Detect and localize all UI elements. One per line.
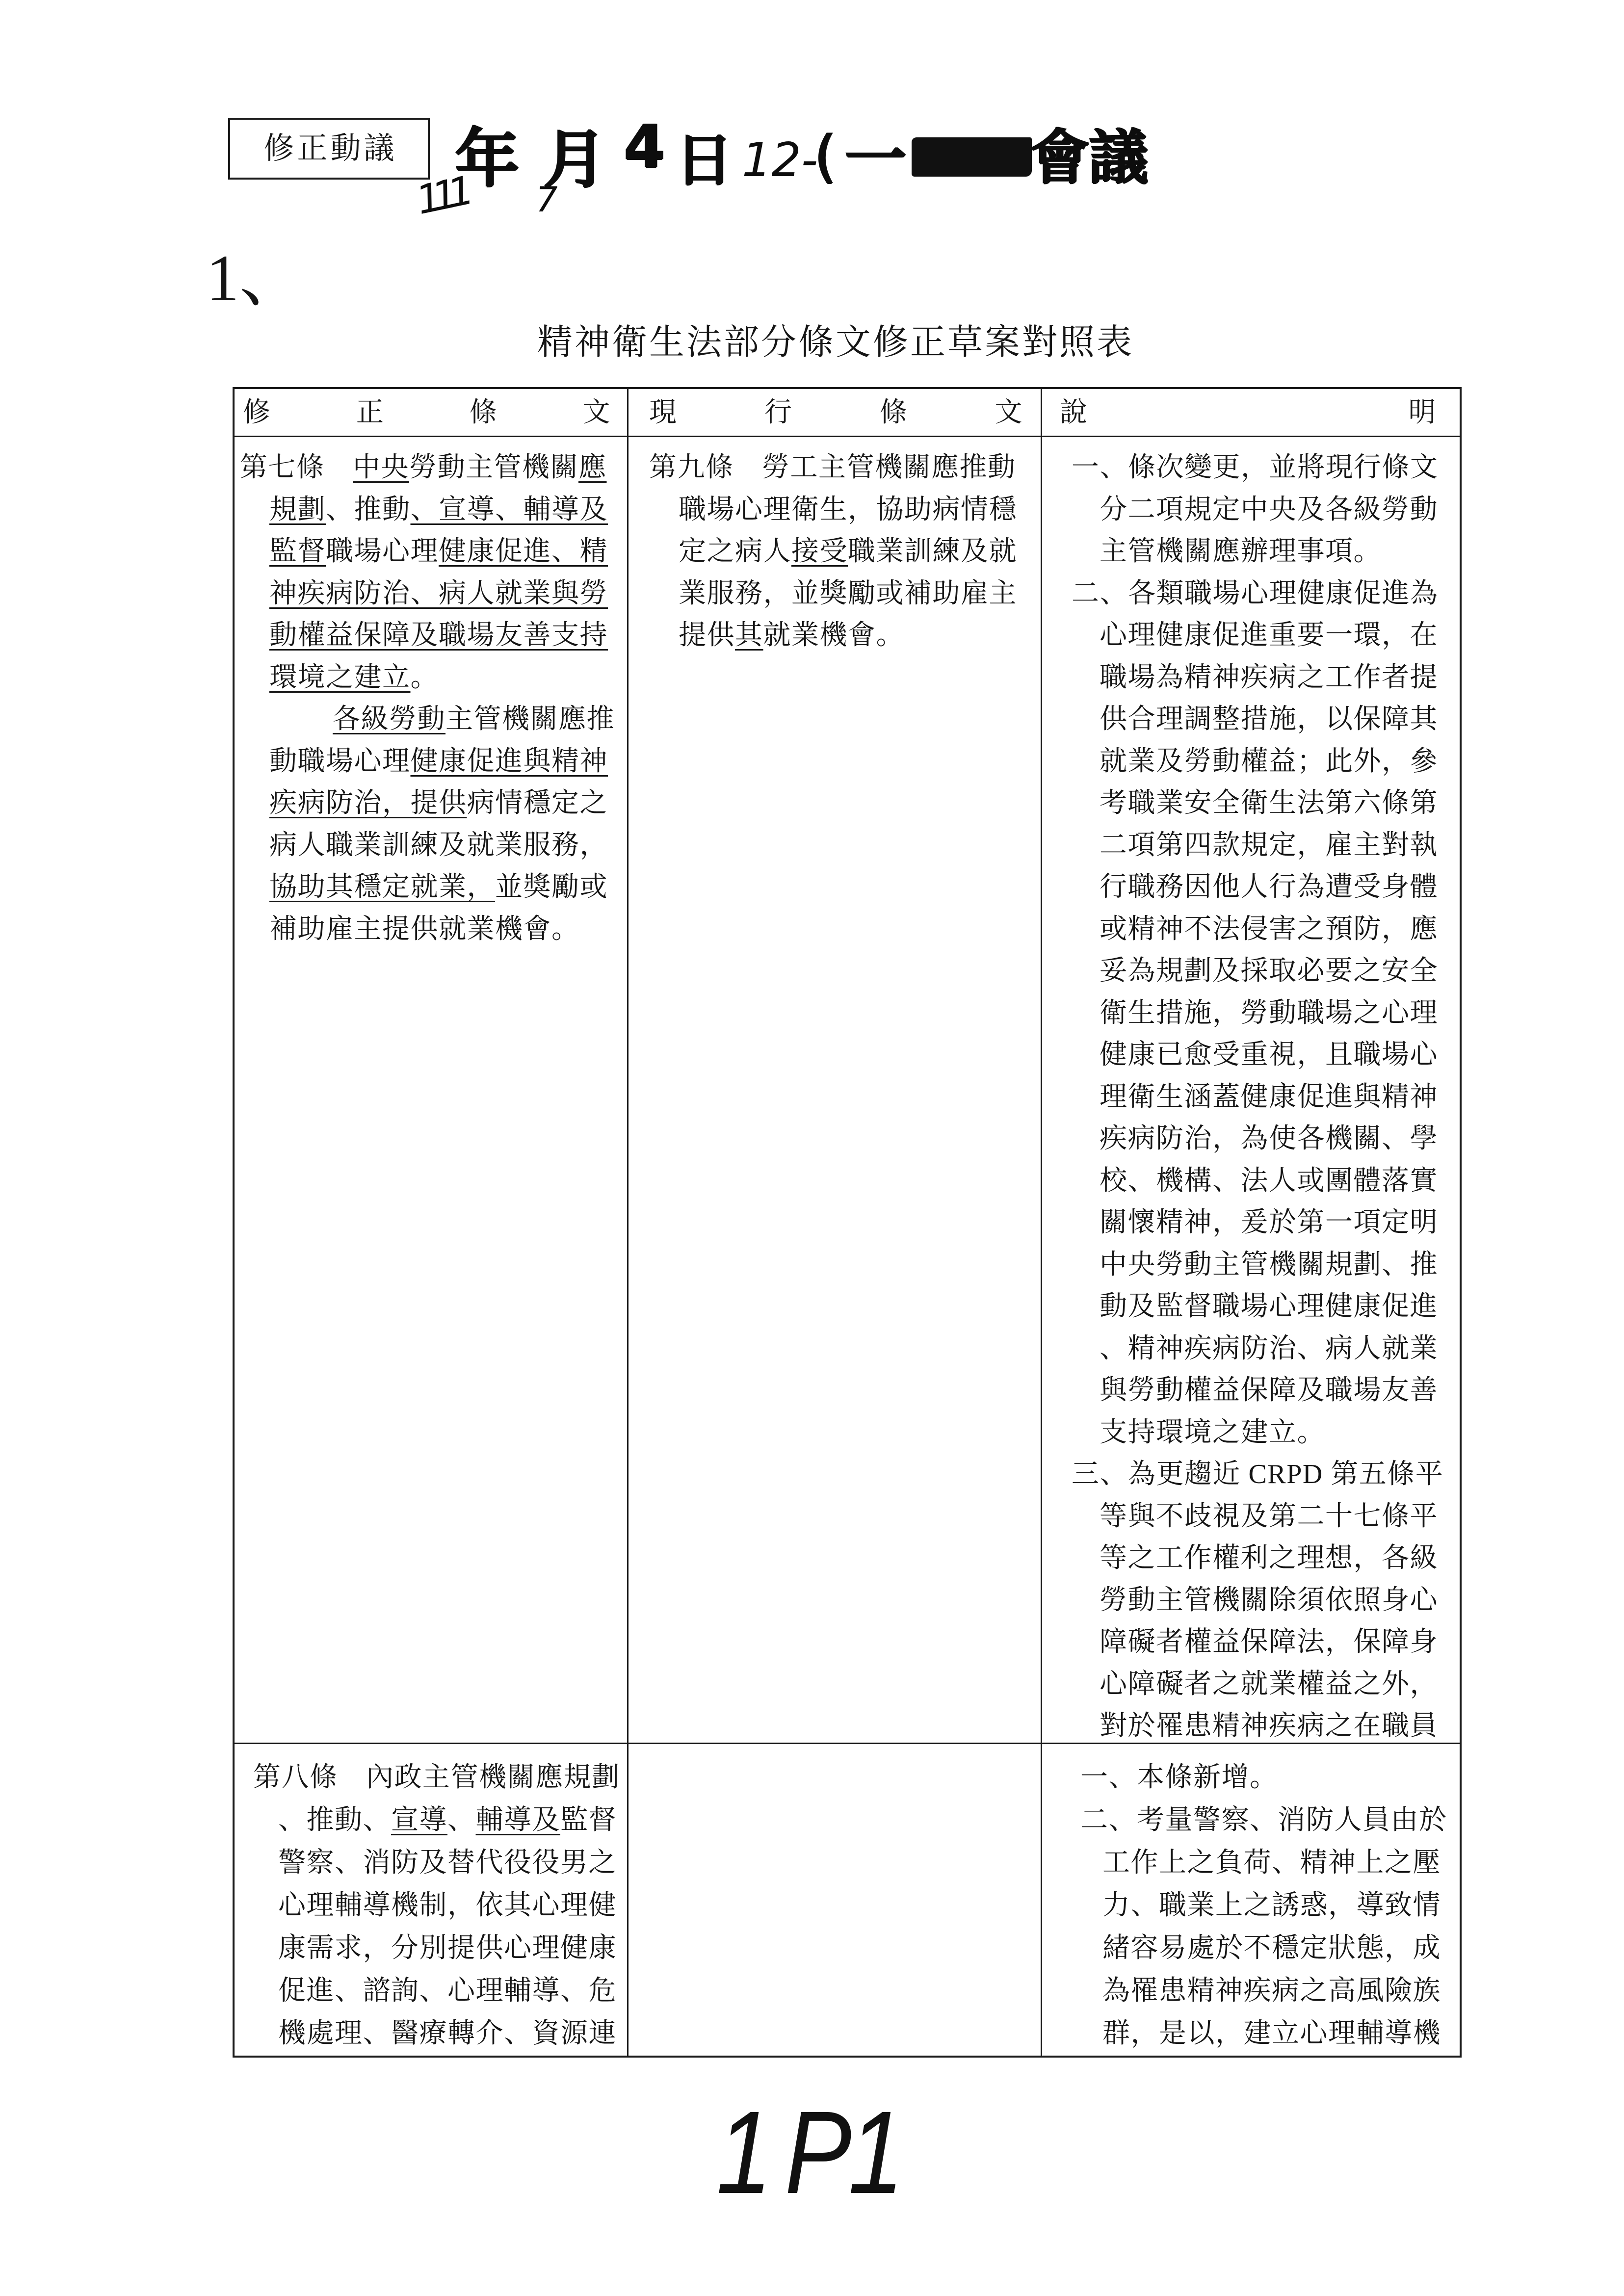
text-segment: 心理健康促進重要一環，在 — [1100, 620, 1438, 651]
header-char: 現 — [649, 397, 678, 428]
text-line — [240, 866, 627, 909]
text-segment: 勞動主管機關除須依照身心 — [1100, 1585, 1438, 1616]
text-line — [1072, 531, 1460, 573]
text-line — [253, 1970, 627, 2012]
header-char: 行 — [764, 397, 793, 428]
handwritten-page-mark: 1 P1 — [716, 2087, 901, 2218]
stamp-day-number: 4 — [624, 113, 665, 181]
header-char: 條 — [879, 397, 908, 428]
text-segment: 分二項規定中央及各級勞動 — [1100, 494, 1438, 525]
text-segment: 警察、消防及替代役役男之 — [278, 1848, 617, 1878]
text-line — [1072, 1538, 1460, 1580]
text-line — [1072, 1244, 1460, 1286]
text-line — [240, 531, 627, 573]
stamp-year-char: 年 — [455, 121, 520, 196]
amended-cell — [235, 437, 629, 1744]
text-segment: 等與不歧視及第二十七條平 — [1100, 1501, 1438, 1532]
text-segment: 行職務因他人行為遭受身體 — [1100, 872, 1438, 902]
text-line — [240, 447, 627, 489]
text-line — [1080, 1927, 1460, 1970]
comparison-table — [233, 387, 1462, 2058]
text-segment: 康需求，分別提供心理健康 — [278, 1933, 617, 1963]
text-line — [1072, 489, 1460, 531]
text-line — [240, 615, 627, 657]
text-segment: 障礙者權益保障法，保障身 — [1100, 1627, 1438, 1657]
text-line — [253, 1756, 627, 1799]
text-line — [1080, 2012, 1460, 2055]
text-segment: 或精神不法侵害之預防，應 — [1100, 913, 1438, 944]
underlined-text: 其 — [735, 620, 763, 651]
text-segment: 健康已愈受重視，且職場心 — [1100, 1040, 1438, 1070]
text-segment: 。 — [410, 662, 439, 693]
text-line — [1072, 1454, 1460, 1496]
header-char: 正 — [356, 397, 385, 428]
underlined-text: 環境之建立 — [269, 662, 411, 693]
stamp-session-number: 12- — [742, 133, 818, 187]
text-segment: 主管機關應推 — [445, 704, 615, 734]
text-line — [240, 741, 627, 783]
text-segment: 機處理、醫療轉介、資源連 — [278, 2018, 617, 2049]
text-line — [240, 573, 627, 615]
text-segment: 主管機關應辦理事項。 — [1100, 536, 1382, 567]
text-line — [1072, 1412, 1460, 1454]
stamp-day-char: 日 — [676, 128, 733, 193]
header-char: 文 — [582, 397, 611, 428]
text-segment: 、精神疾病防治、病人就業 — [1100, 1333, 1438, 1364]
underlined-text: 中央 — [353, 452, 409, 483]
text-segment: 中央勞動主管機關規劃、推 — [1100, 1249, 1438, 1280]
text-segment: 促進、諮詢、心理輔導、危 — [278, 1976, 617, 2006]
text-line — [649, 489, 1041, 531]
text-segment: 就業機會。 — [763, 620, 904, 651]
text-line — [649, 573, 1041, 615]
amended-cell — [235, 1744, 629, 2056]
text-segment: 關懷精神，爰於第一項定明 — [1100, 1207, 1438, 1238]
text-line — [649, 447, 1041, 489]
redaction-mark — [912, 137, 1032, 177]
text-line — [1072, 573, 1460, 615]
text-segment: 勞動主管機關 — [409, 452, 578, 483]
text-segment: 對於罹患精神疾病之在職員 — [1100, 1711, 1438, 1741]
text-segment: 力、職業上之誘惑，導致情 — [1102, 1890, 1441, 1921]
text-segment: 職業訓練及就 — [848, 536, 1017, 567]
text-line — [1072, 1664, 1460, 1706]
text-segment: 等之工作權利之理想，各級 — [1100, 1543, 1438, 1573]
text-segment: 一、本條新增。 — [1080, 1762, 1278, 1793]
paragraph — [1072, 447, 1460, 573]
underlined-text: 應 — [578, 452, 607, 483]
underlined-text: 疾病防治，提供 — [269, 788, 467, 818]
text-segment: 群，是以，建立心理輔導機 — [1102, 2018, 1441, 2049]
header-current — [629, 389, 1042, 437]
text-segment: 二、考量警察、消防人員由於 — [1080, 1805, 1447, 1835]
text-line — [240, 699, 627, 741]
text-segment: 、 — [447, 1805, 476, 1835]
header-char: 條 — [469, 397, 498, 428]
header-char: 說 — [1060, 397, 1088, 428]
text-segment: 第七條 — [240, 452, 353, 483]
text-segment: 心障礙者之就業權益之外， — [1100, 1669, 1438, 1699]
text-line — [1072, 1202, 1460, 1244]
header-char: 文 — [995, 397, 1023, 428]
text-segment: 支持環境之建立。 — [1100, 1417, 1325, 1448]
paragraph — [1080, 1799, 1460, 2055]
current-cell — [629, 1744, 1042, 2056]
text-line — [253, 1927, 627, 1970]
text-line — [1072, 1118, 1460, 1160]
text-segment: 業服務，並獎勵或補助雇主 — [679, 578, 1017, 609]
text-segment: 二項第四款規定，雇主對執 — [1100, 830, 1438, 861]
text-segment: 、推動 — [326, 494, 411, 525]
text-segment: 動及監督職場心理健康促進 — [1100, 1291, 1438, 1322]
underlined-text: 輔導及 — [475, 1805, 560, 1835]
underlined-text: 神疾病防治、病人就業與勞 — [269, 578, 608, 609]
text-segment: 職場心理 — [326, 536, 439, 567]
text-line — [1072, 1705, 1460, 1744]
text-segment: 定之病人 — [679, 536, 791, 567]
stamp-paren: ( — [814, 124, 837, 189]
text-line — [240, 825, 627, 867]
text-line — [1072, 1076, 1460, 1119]
stamp-month-char: 月 — [544, 123, 607, 196]
text-line — [240, 909, 627, 951]
text-segment: 與勞動權益保障及職場友善 — [1100, 1375, 1438, 1406]
text-segment: 心理輔導機制，依其心理健 — [278, 1890, 617, 1921]
underlined-text: 動權益保障及職場友善支持 — [269, 620, 608, 651]
text-line — [253, 1884, 627, 1927]
text-segment: 動職場心理 — [269, 746, 411, 777]
header-char: 明 — [1408, 397, 1437, 428]
underlined-text: 健康促進、精 — [439, 536, 608, 567]
text-segment: 妥為規劃及採取必要之安全 — [1100, 956, 1438, 986]
text-segment: 三、為更趨近 CRPD 第五條平 — [1072, 1459, 1444, 1489]
explanation-cell — [1042, 1744, 1460, 2056]
text-segment: 監督 — [560, 1805, 617, 1835]
underlined-text: 宣導 — [391, 1805, 447, 1835]
text-line — [1072, 1580, 1460, 1622]
text-line — [649, 615, 1041, 657]
text-segment: 、推動、 — [278, 1805, 391, 1835]
header-char: 修 — [243, 397, 271, 428]
text-line — [1072, 1621, 1460, 1664]
text-segment: 病情穩定之 — [467, 788, 608, 818]
text-segment: 職場為精神疾病之工作者提 — [1100, 662, 1438, 693]
text-segment: 理衛生涵蓋健康促進與精神 — [1100, 1081, 1438, 1112]
text-line — [1072, 1328, 1460, 1370]
text-line — [1072, 825, 1460, 867]
paragraph — [240, 699, 627, 950]
stamp-dash: 一 — [845, 124, 906, 195]
text-segment: 為罹患精神疾病之高風險族 — [1102, 1976, 1441, 2006]
text-line — [1080, 1970, 1460, 2012]
text-segment: 補助雇主提供就業機會。 — [269, 913, 580, 944]
underlined-text: 協助其穩定就業， — [269, 872, 495, 902]
item-number: 1、 — [206, 242, 306, 315]
text-segment: 並獎勵或 — [495, 872, 608, 902]
text-line — [240, 783, 627, 825]
text-segment: 校、機構、法人或團體落實 — [1100, 1165, 1438, 1196]
text-segment: 職場心理衛生，協助病情穩 — [679, 494, 1017, 525]
text-line — [1080, 1756, 1460, 1799]
text-line — [1072, 1286, 1460, 1328]
text-segment: 二、各類職場心理健康促進為 — [1072, 578, 1439, 609]
stamp-handwritten-year: 111 — [412, 168, 470, 224]
document-title: 精神衛生法部分條文修正草案對照表 — [537, 323, 1134, 362]
text-line — [253, 2012, 627, 2055]
underlined-text: 規劃 — [269, 494, 326, 525]
paragraph — [1072, 1454, 1460, 1744]
paragraph — [649, 447, 1041, 657]
text-line — [1072, 657, 1460, 699]
text-segment: 一、條次變更，並將現行條文 — [1072, 452, 1439, 483]
text-line — [1072, 615, 1460, 657]
text-segment: 第九條 勞工主管機關應推動 — [649, 452, 1016, 483]
paragraph — [1080, 1756, 1460, 1799]
text-line — [1072, 447, 1460, 489]
text-line — [1080, 1884, 1460, 1927]
text-line — [1072, 741, 1460, 783]
header-explanation — [1042, 389, 1460, 437]
header-amended — [235, 389, 629, 437]
text-line — [1072, 950, 1460, 992]
text-line — [1072, 909, 1460, 951]
paragraph — [253, 1756, 627, 2055]
text-segment: 第八條 內政主管機關應規劃 — [253, 1762, 620, 1793]
text-line — [1072, 866, 1460, 909]
text-line — [1072, 1496, 1460, 1538]
underlined-text: 、宣導、輔導及 — [410, 494, 608, 525]
motion-label-box — [228, 118, 430, 180]
text-line — [1072, 699, 1460, 741]
underlined-text: 健康促進與精神 — [410, 746, 608, 777]
text-line — [240, 489, 627, 531]
text-line — [1080, 1799, 1460, 1842]
text-line — [240, 657, 627, 699]
text-segment: 疾病防治，為使各機關、學 — [1100, 1123, 1438, 1154]
paragraph — [240, 447, 627, 699]
text-segment: 衛生措施，勞動職場之心理 — [1100, 997, 1438, 1028]
paragraph — [1072, 573, 1460, 1454]
motion-label: 修正動議 — [263, 132, 397, 165]
text-segment: 供合理調整措施，以保障其 — [1100, 704, 1438, 734]
text-line — [253, 1799, 627, 1842]
text-line — [649, 531, 1041, 573]
text-line — [1072, 1034, 1460, 1076]
explanation-cell — [1042, 437, 1460, 1744]
text-line — [1072, 1370, 1460, 1412]
text-segment: 提供 — [679, 620, 735, 651]
underlined-text: 接受 — [791, 536, 848, 567]
stamp-handwritten-month: 7 — [536, 180, 558, 220]
current-cell — [629, 437, 1042, 1744]
text-segment: 工作上之負荷、精神上之壓 — [1102, 1848, 1441, 1878]
text-line — [1072, 783, 1460, 825]
text-segment: 病人職業訓練及就業服務， — [269, 830, 608, 861]
underlined-text: 各級勞動 — [333, 704, 445, 734]
text-line — [253, 1842, 627, 1884]
stamp-meeting-label: 會議 — [1030, 124, 1148, 192]
text-segment: 考職業安全衛生法第六條第 — [1100, 788, 1438, 818]
text-segment: 就業及勞動權益；此外，參 — [1100, 746, 1438, 777]
underlined-text: 監督 — [269, 536, 326, 567]
text-line — [1072, 992, 1460, 1035]
text-line — [1072, 1160, 1460, 1202]
text-line — [1080, 1842, 1460, 1884]
text-segment: 緒容易處於不穩定狀態，成 — [1102, 1933, 1441, 1963]
